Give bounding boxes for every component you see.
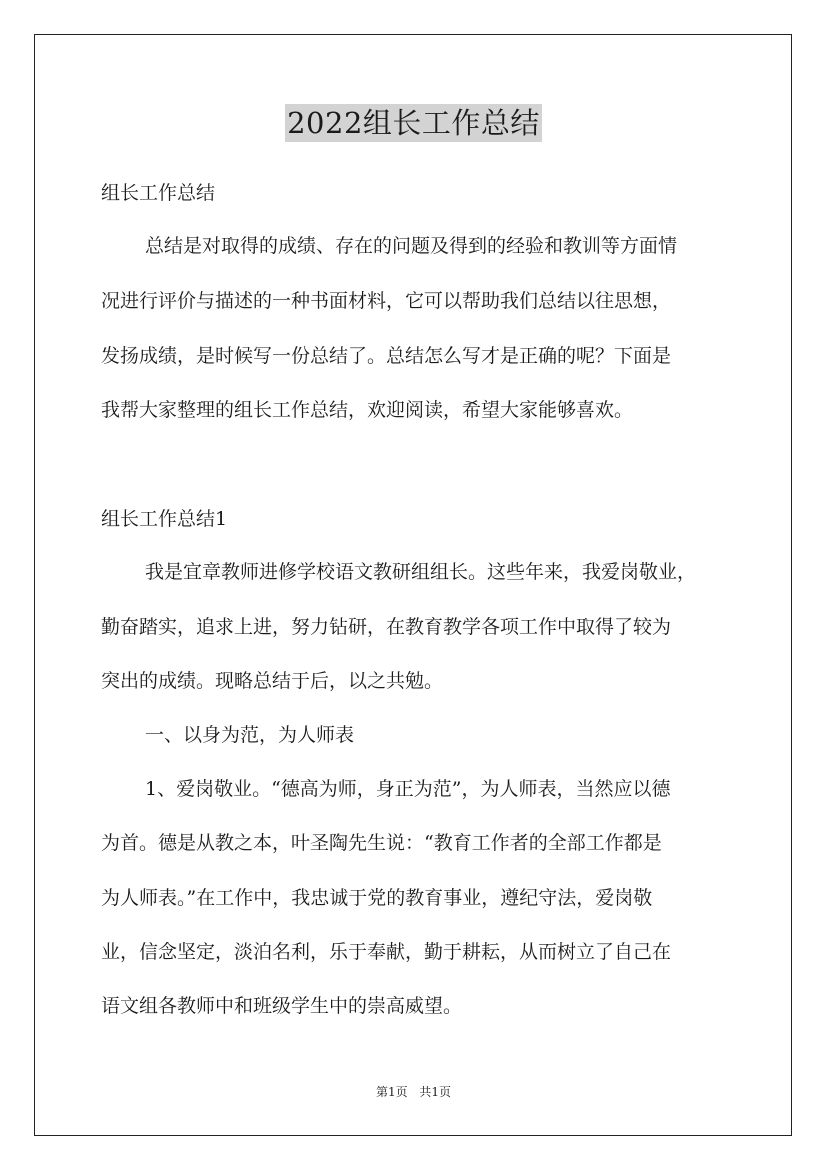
heading-summary: 组长工作总结 bbox=[101, 182, 216, 204]
para2-line-2: 为首。德是从教之本，叶圣陶先生说：“教育工作者的全部工作都是 bbox=[101, 832, 662, 854]
section-heading-1: 一、以身为范，为人师表 bbox=[145, 724, 355, 746]
document-title: 2022组长工作总结 bbox=[287, 106, 540, 140]
para2-line-5: 语文组各教师中和班级学生中的崇高威望。 bbox=[101, 995, 463, 1017]
intro-line-1: 总结是对取得的成绩、存在的问题及得到的经验和教训等方面情 bbox=[145, 235, 678, 257]
para2-line-3: 为人师表。”在工作中，我忠诚于党的教育事业，遵纪守法，爱岗敬 bbox=[101, 887, 653, 909]
para1-line-1: 我是宜章教师进修学校语文教研组组长。这些年来，我爱岗敬业， bbox=[145, 561, 697, 583]
para2-line-1: 1、爱岗敬业。“德高为师，身正为范”，为人师表，当然应以德 bbox=[145, 778, 671, 800]
para1-line-2: 勤奋踏实，追求上进，努力钻研，在教育教学各项工作中取得了较为 bbox=[101, 616, 672, 638]
page-number: 第1页 bbox=[375, 1085, 408, 1099]
title-container bbox=[0, 104, 827, 142]
intro-line-4: 我帮大家整理的组长工作总结，欢迎阅读，希望大家能够喜欢。 bbox=[101, 399, 634, 421]
intro-line-2: 况进行评价与描述的一种书面材料，它可以帮助我们总结以往思想， bbox=[101, 290, 672, 312]
para1-line-3: 突出的成绩。现略总结于后，以之共勉。 bbox=[101, 670, 444, 692]
intro-line-3: 发扬成绩，是时候写一份总结了。总结怎么写才是正确的呢？下面是 bbox=[101, 345, 672, 367]
para2-line-4: 业，信念坚定，淡泊名利，乐于奉献，勤于耕耘，从而树立了自己在 bbox=[101, 941, 672, 963]
heading-summary-1: 组长工作总结1 bbox=[101, 508, 228, 530]
page-footer bbox=[0, 1084, 827, 1100]
page-total: 共1页 bbox=[419, 1085, 452, 1099]
